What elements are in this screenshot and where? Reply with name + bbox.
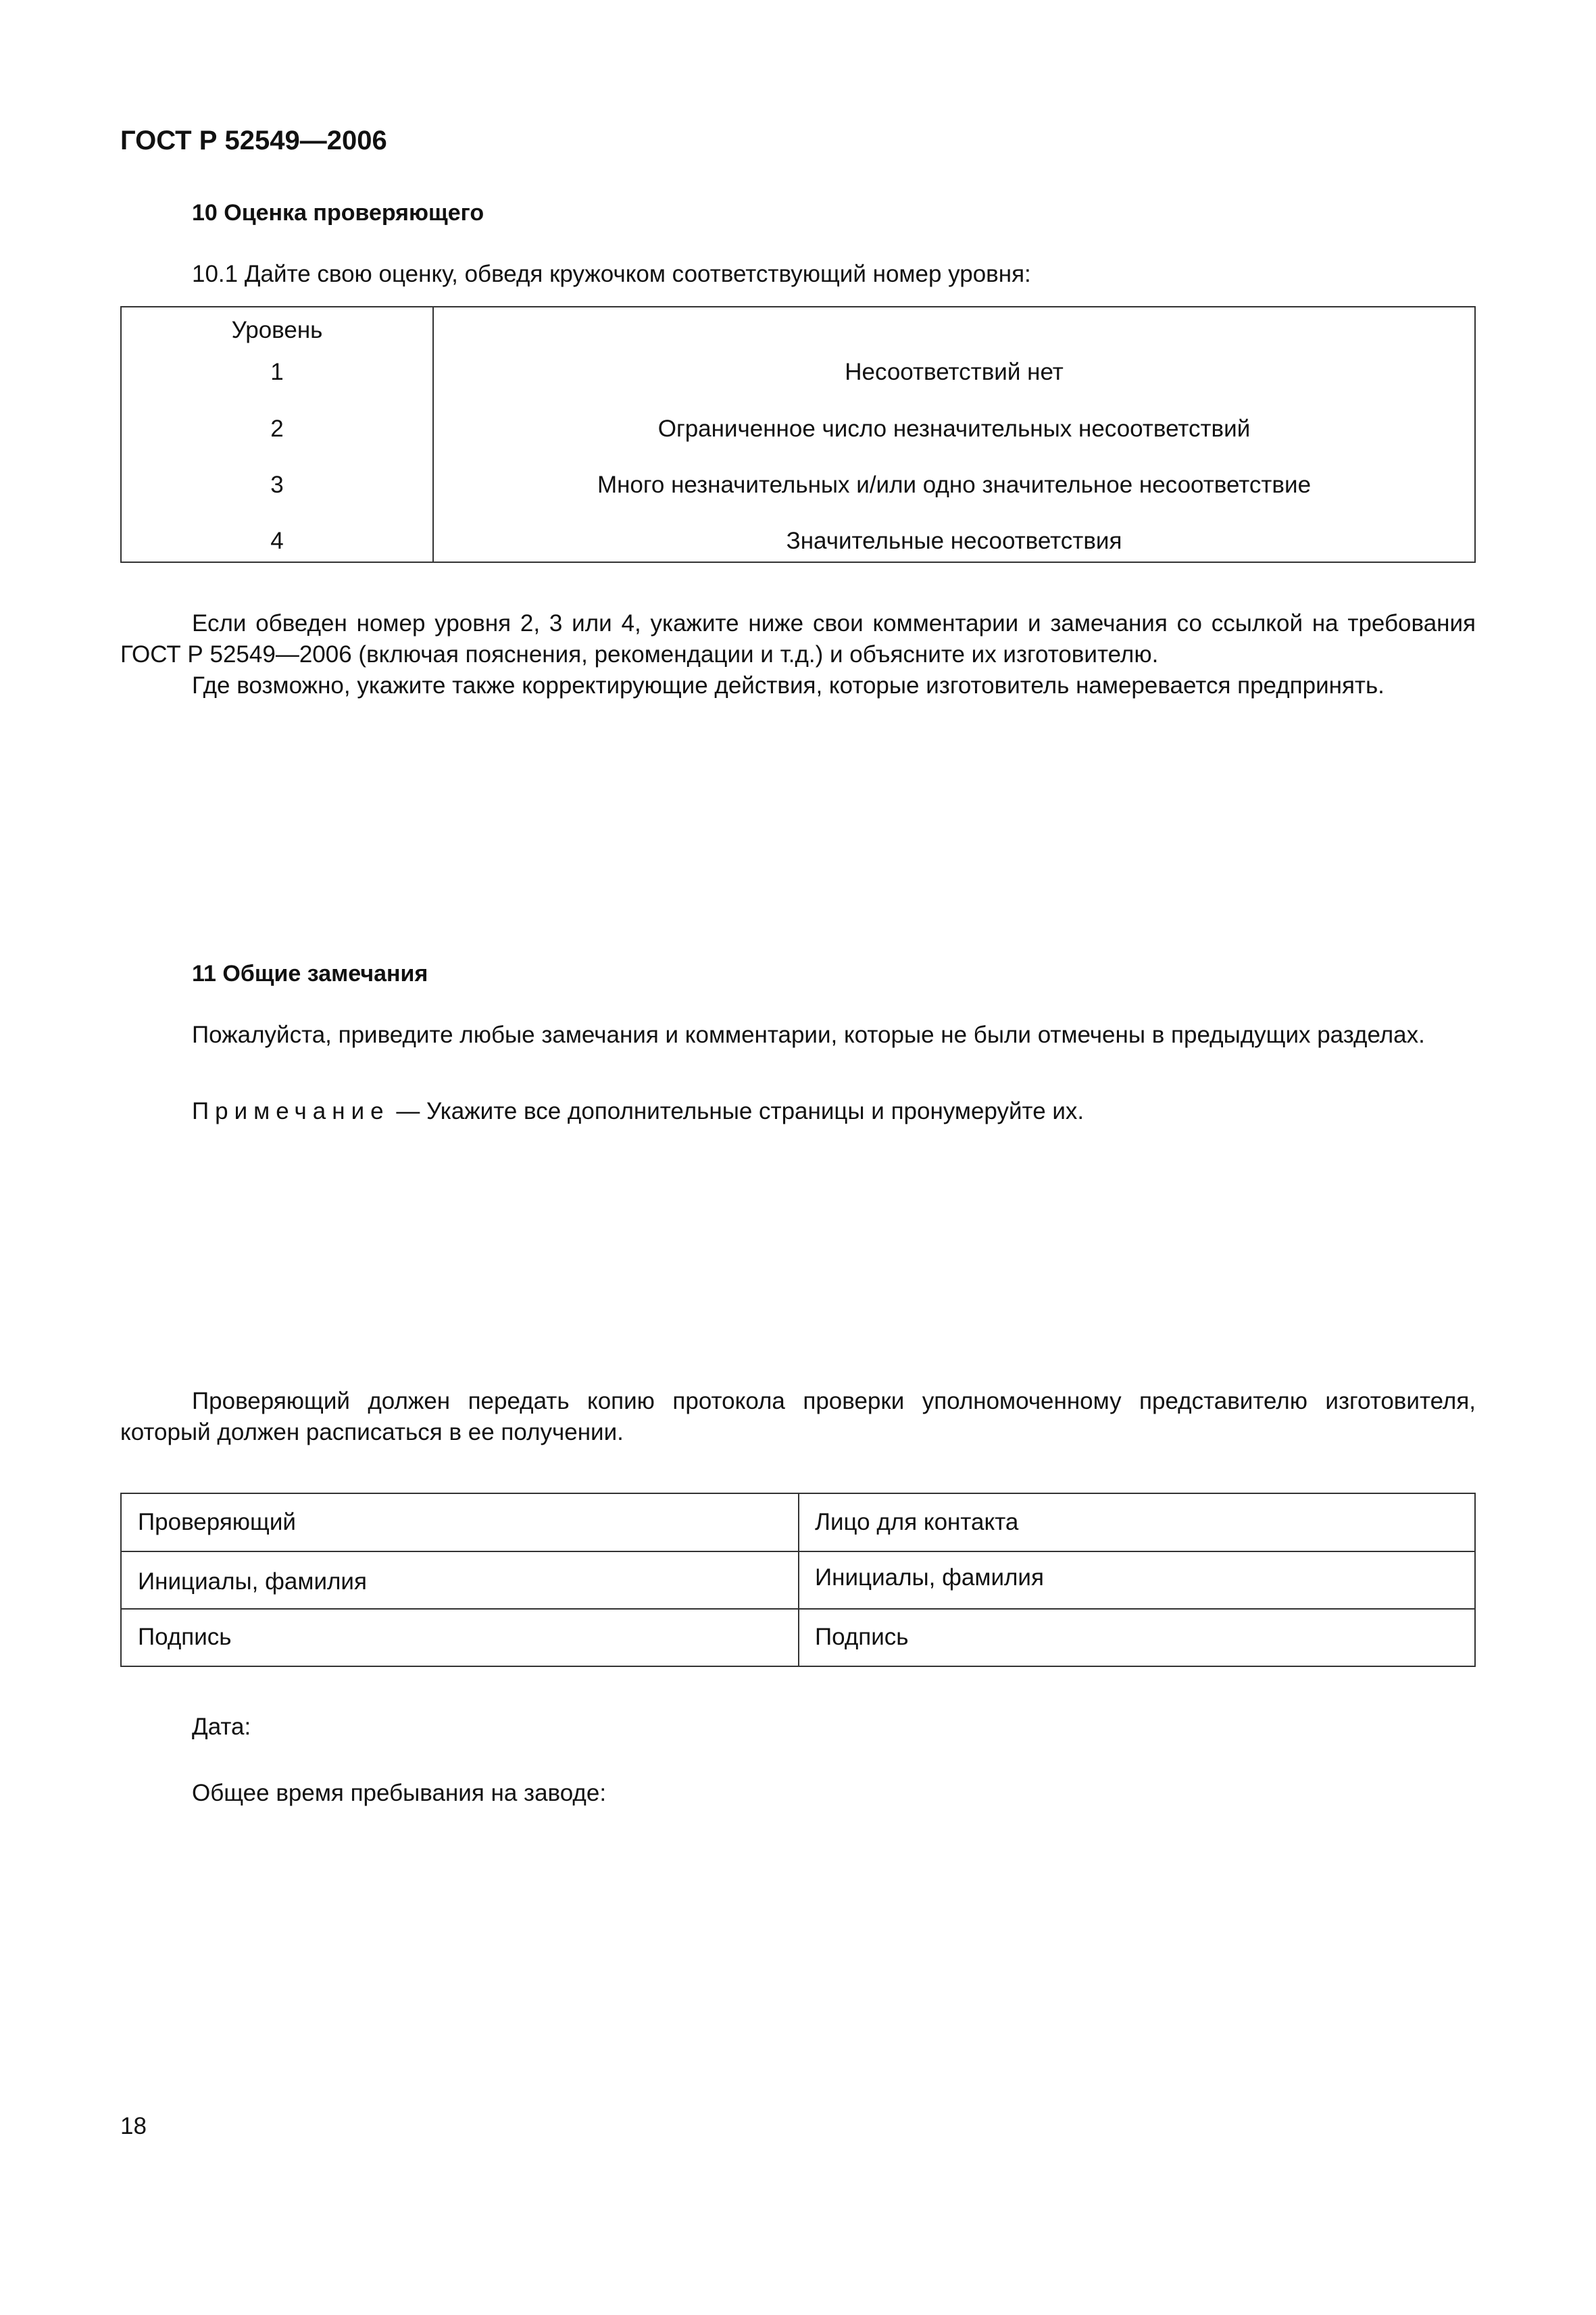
contact-title: Лицо для контакта	[815, 1509, 1019, 1535]
comments-instructions	[120, 608, 1476, 701]
inspector-signature-field[interactable]: Подпись	[138, 1624, 232, 1650]
contact-name-field[interactable]: Инициалы, фамилия	[815, 1564, 1044, 1591]
signature-table-vline	[798, 1494, 799, 1666]
comments-instructions-para1: Если обведен номер уровня 2, 3 или 4, укажите ниже свои комментарии и замечания со ссылкой на требования ГОСТ Р 52549—2006 (включая пояснения, рекомендации и т.д.) и объясните их изготовителю.	[120, 610, 1476, 668]
general-remarks-area[interactable]	[120, 1142, 1476, 1372]
level-number-4[interactable]: 4	[270, 528, 284, 554]
total-time-field[interactable]: Общее время пребывания на заводе:	[192, 1780, 607, 1806]
note-line	[192, 1096, 1084, 1127]
level-number-2[interactable]: 2	[270, 416, 284, 442]
comments-instructions-para2: Где возможно, укажите также корректирующие действия, которые изготовитель намеревается предпринять.	[192, 672, 1385, 699]
level-number-1[interactable]: 1	[270, 359, 284, 385]
page-number: 18	[120, 2113, 147, 2139]
general-remarks-text	[120, 1020, 1476, 1051]
signature-table-hline-2	[122, 1608, 1474, 1610]
note-label: Примечание	[192, 1098, 390, 1124]
handover-text	[120, 1386, 1476, 1448]
level-description-1: Несоответствий нет	[845, 359, 1064, 385]
handover-para: Проверяющий должен передать копию протокола проверки уполномоченному представителю изготовителя, который должен расписаться в ее получении.	[120, 1388, 1476, 1445]
level-description-2: Ограниченное число незначительных несоответствий	[657, 416, 1251, 442]
comments-area[interactable]	[120, 713, 1476, 943]
inspector-title: Проверяющий	[138, 1509, 296, 1535]
level-description-4: Значительные несоответствия	[786, 528, 1122, 554]
general-remarks-para: Пожалуйста, приведите любые замечания и комментарии, которые не были отмечены в предыдущих разделах.	[192, 1022, 1425, 1048]
levels-table-header: Уровень	[231, 317, 323, 343]
section-10-instruction: 10.1 Дайте свою оценку, обведя кружочком соответствующий номер уровня:	[192, 261, 1031, 287]
signature-table	[120, 1493, 1476, 1667]
signature-table-hline-1	[122, 1551, 1474, 1552]
document-title: ГОСТ Р 52549—2006	[120, 126, 387, 155]
date-field[interactable]: Дата:	[192, 1714, 251, 1740]
levels-table	[120, 306, 1476, 563]
inspector-name-field[interactable]: Инициалы, фамилия	[138, 1568, 367, 1595]
contact-signature-field[interactable]: Подпись	[815, 1624, 909, 1650]
level-number-3[interactable]: 3	[270, 472, 284, 498]
section-11-heading: 11 Общие замечания	[192, 961, 428, 987]
note-text: — Укажите все дополнительные страницы и пронумеруйте их.	[389, 1098, 1084, 1124]
section-10-heading: 10 Оценка проверяющего	[192, 200, 484, 226]
level-description-3: Много незначительных и/или одно значительное несоответствие	[597, 472, 1312, 498]
